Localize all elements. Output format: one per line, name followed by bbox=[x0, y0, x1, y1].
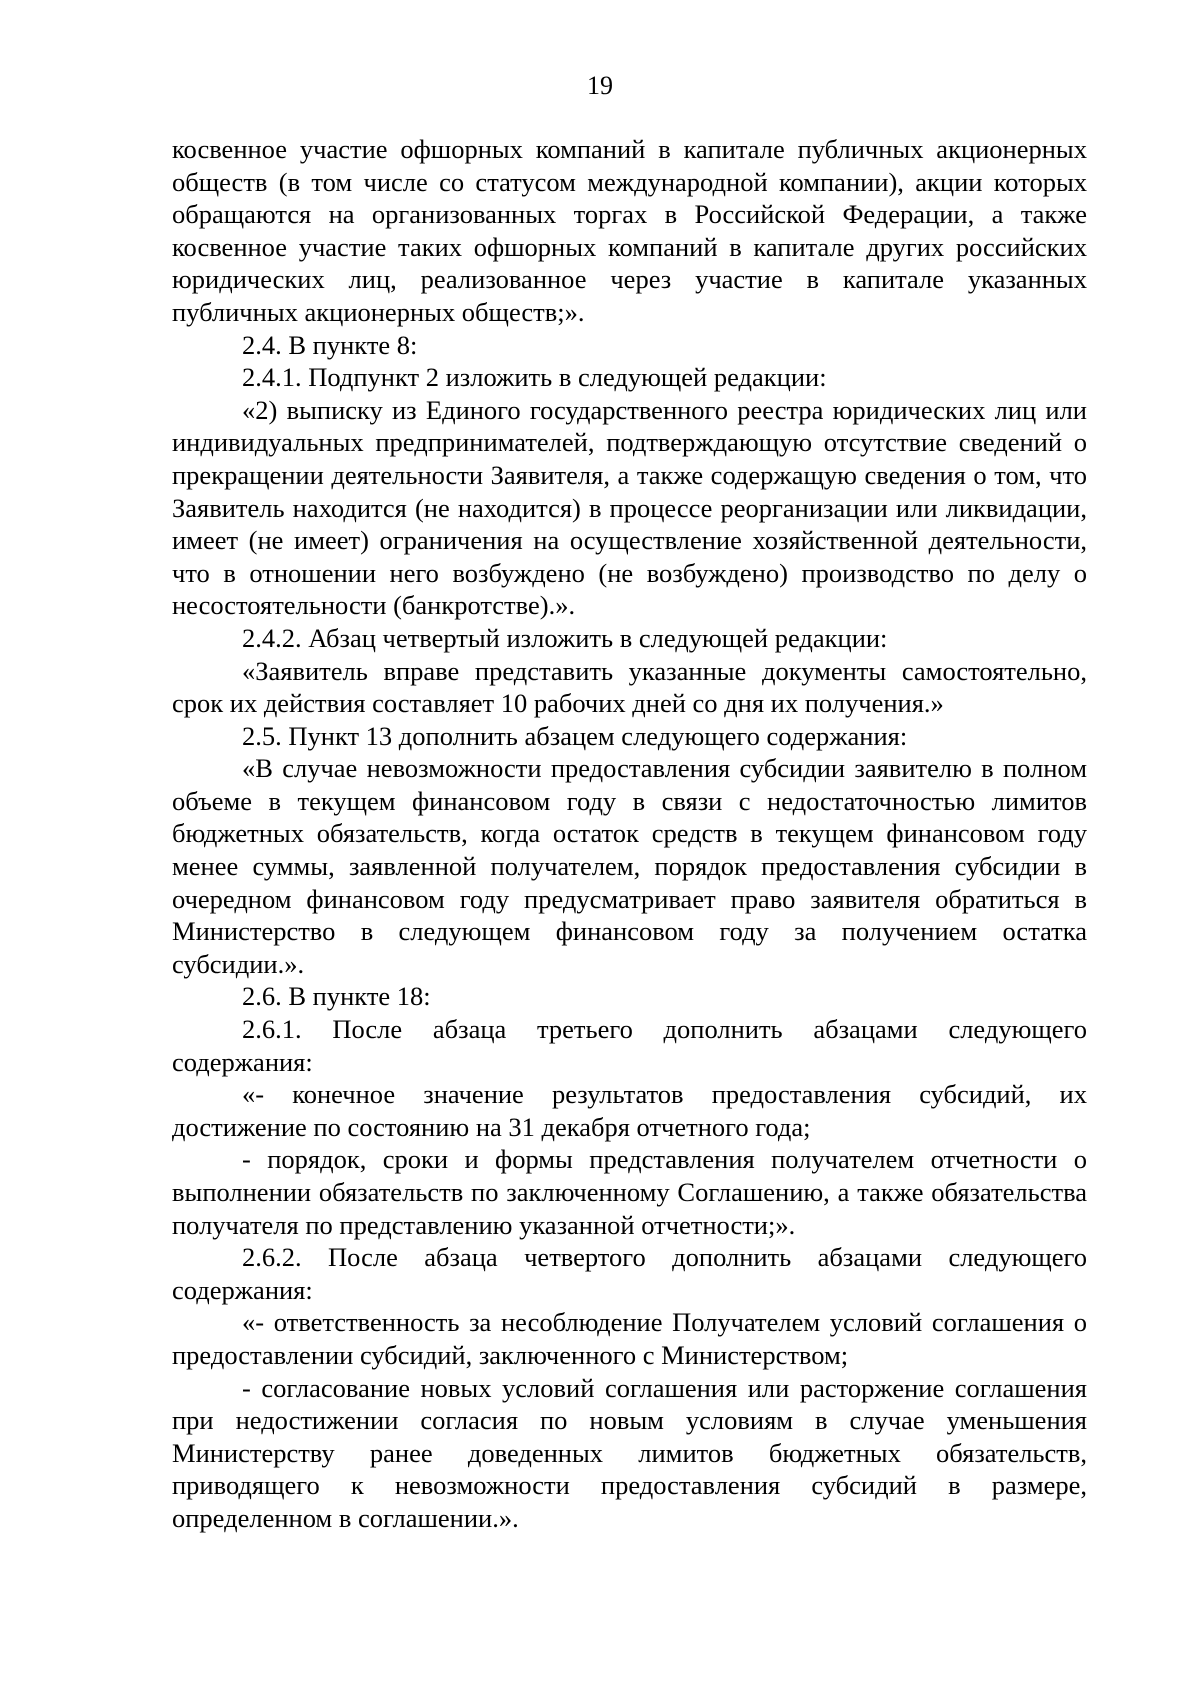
paragraph-quote-results: «- конечное значение результатов предоставления субсидий, их достижение по состоянию на 31 декабря отчетного года; bbox=[172, 1079, 1087, 1142]
paragraph-item-2-6: 2.6. В пункте 18: bbox=[242, 981, 431, 1012]
paragraph-item-2-5: 2.5. Пункт 13 дополнить абзацем следующего содержания: bbox=[242, 720, 908, 751]
paragraph-reporting: - порядок, сроки и формы представления получателем отчетности о выполнении обязательств по заключенному Соглашению, а также обязательства получателя по представлению указанной отчетности;». bbox=[172, 1144, 1087, 1240]
page-number: 19 bbox=[587, 71, 613, 100]
paragraph-item-2-4-1: 2.4.1. Подпункт 2 изложить в следующей редакции: bbox=[242, 362, 827, 393]
paragraph-agreement-terms: - согласование новых условий соглашения или расторжение соглашения при недостижении согласия по новым условиям в случае уменьшения Министерству ранее доведенных лимитов бюджетных обязательств, приводящего к невозможности предоставления субсидий в размере, определенном в соглашении.». bbox=[172, 1372, 1087, 1533]
paragraph-quote-responsibility: «- ответственность за несоблюдение Получателем условий соглашения о предоставлении субсидий, заключенного с Министерством; bbox=[172, 1307, 1087, 1370]
paragraph-quote-subsidy: «В случае невозможности предоставления субсидии заявителю в полном объеме в текущем финансовом году в связи с недостаточностью лимитов бюджетных обязательств, когда остаток средств в текущем финансовом году менее суммы, заявленной получателем, порядок предоставления субсидии в очередном финансовом году предусматривает право заявителя обратиться в Министерство в следующем финансовом году за получением остатка субсидии.». bbox=[172, 753, 1087, 979]
paragraph-item-2-4-2: 2.4.2. Абзац четвертый изложить в следующей редакции: bbox=[242, 622, 888, 653]
paragraph-item-2-6-1: 2.6.1. После абзаца третьего дополнить абзацами следующего содержания: bbox=[172, 1014, 1087, 1077]
paragraph-continuation: косвенное участие офшорных компаний в капитале публичных акционерных обществ (в том числе со статусом международной компании), акции которых обращаются на организованных торгах в Российской Федерации, а также косвенное участие таких офшорных компаний в капитале других российских юридических лиц, реализованное через участие в капитале указанных публичных акционерных обществ;». bbox=[172, 134, 1087, 327]
paragraph-item-2-6-2: 2.6.2. После абзаца четвертого дополнить абзацами следующего содержания: bbox=[172, 1242, 1087, 1305]
paragraph-quote-subclause-2: «2) выписку из Единого государственного реестра юридических лиц или индивидуальных предпринимателей, подтверждающую отсутствие сведений о прекращении деятельности Заявителя, а также содержащую сведения о том, что Заявитель находится (не находится) в процессе реорганизации или ликвидации, имеет (не имеет) ограничения на осуществление хозяйственной деятельности, что в отношении него возбуждено (не возбуждено) производство по делу о несостоятельности (банкротстве).». bbox=[172, 394, 1087, 621]
paragraph-quote-applicant: «Заявитель вправе представить указанные документы самостоятельно, срок их действия составляет 10 рабочих дней со дня их получения.» bbox=[172, 655, 1087, 719]
paragraph-item-2-4: 2.4. В пункте 8: bbox=[242, 329, 418, 360]
document-body bbox=[172, 133, 1087, 1535]
